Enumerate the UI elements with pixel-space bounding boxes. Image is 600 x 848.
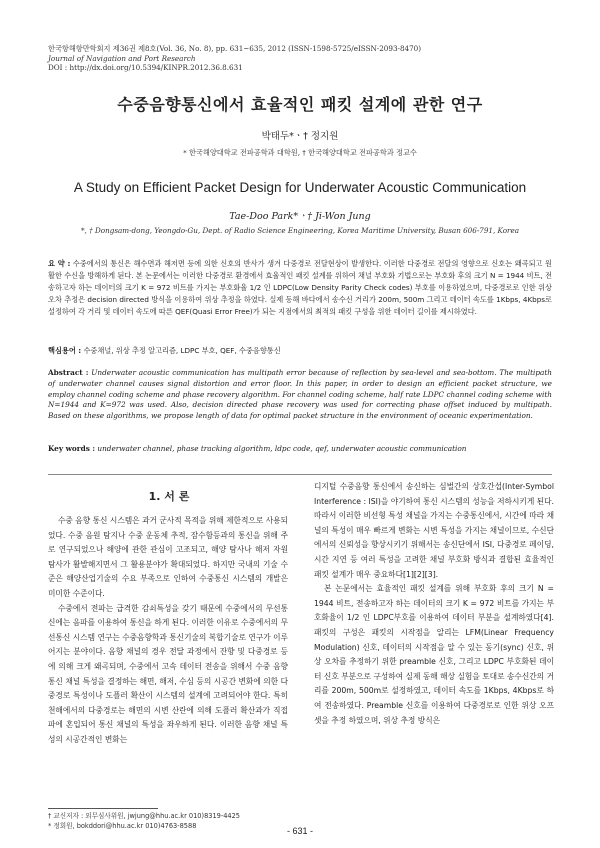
abstract-english xyxy=(48,368,552,422)
keywords-korean-label: 핵심용어 : xyxy=(48,346,82,355)
abstract-korean-text: 수중에서의 통신은 해수면과 해저면 등에 의한 신호의 반사가 생겨 다중경로 전달현상이 발생한다. 이러한 다중경로 전달의 영향으로 신호는 왜곡되고 원활한 수신을 방해하게 된다. 본 논문에서는 이러한 다중경로 환경에서 효율적인 패킷 설계를 위하여 채널 부호화 기법으로는 부호화 후의 크기 N = 1944 비트, 전송하고자 하는 데이터의 크기 K = 972 비트를 가지는 부호화율 1/2 인 LDPC(Low Density Parity Check codes) 부호를 이용하였으며, 다중경로로 인한 위상 오차 추정은 decision directed 방식을 이용하여 위상 추정을 하였다. 실제 동해 바다에서 송수신 거리가 200m, 500m 그리고 데이터 속도를 1Kbps, 4Kbps로 설정하여 각 거리 및 데이터 속도에 따른 QEF(Quasi Error Free)가 되는 지점에서의 최적의 패킷 구성을 위한 데이터 길이를 제시하였다. xyxy=(48,259,552,316)
journal-doi: DOI : http://dx.doi.org/10.5394/KINPR.2012.36.8.631 xyxy=(48,63,243,73)
authors-korean: 박태두*ㆍ† 정지원 xyxy=(261,131,339,142)
body-column-right xyxy=(314,480,554,728)
affiliation-english: *, † Dongsam-dong, Yeongdo-Gu, Dept. of Radio Science Engineering, Korea Maritime University, Busan 606-791, Korea xyxy=(80,226,520,235)
body-column-left xyxy=(48,514,288,748)
journal-name: Journal of Navigation and Port Research xyxy=(48,53,196,63)
body-paragraph: 디지털 수중음향 통신에서 송신하는 심벌간의 상호간섭(Inter-Symbol Interference : ISI)을 야기하여 통신 시스템의 성능을 저하시키게 된다. 따라서 이러한 비선형 특성 채널을 가지는 수중통신에서, 시간에 따라 채널의 특성이 매우 빠르게 변화는 시변 특성을 가지는 채널이므로, 수신단에서의 신뢰성을 향상시키기 위해서는 송신단에서 ISI, 다중경로 페이딩, 시간 지연 등 여러 특성을 고려한 채널 부호화 방식과 결합된 효율적인 패킷 설계가 매우 중요하다[1][2][3]. xyxy=(314,482,554,579)
keywords-english xyxy=(48,444,552,453)
body-paragraph: 수중에서 전파는 급격한 감쇠특성을 갖기 때문에 수중에서의 무선통신에는 음파를 이용하여 통신을 하게 된다. 이러한 이유로 수중에서의 무선통신 시스템 연구는 수중음향학과 통신기술의 복합기술로 연구가 이루어지는 분야이다. 음향 채널의 경우 전달 과정에서 잔향 및 다중경로 등에 의해 크게 왜곡되며, 수중에서 고속 데이터 전송을 위해서 수중 음향 통신 채널 특성을 결정하는 해면, 해저, 수심 등의 시공간 변화에 의한 다중경로 특성이나 도플러 확산이 시스템의 설계에 고려되어야 한다. 특히 천해에서의 다중경로는 해면의 시변 산란에 의해 도플러 확산과가 직접파에 혼입되어 통신 채널의 특성을 좌우하게 된다. 이러한 음향 채널 특성의 시공간적인 변화는 xyxy=(48,603,288,744)
abstract-english-text: Underwater acoustic communication has multipath error because of reflection by sea-level and sea-bottom. The multipath of underwater channel causes signal distortion and error floor. In this paper, in order to design an efficient packet structure, we employ channel coding scheme and phase recovery algorithm. For channel coding scheme, half rate LDPC channel coding scheme with N=1944 and K=972 was used. Also, decision directed phase recovery was used for correcting phase offset induced by multipath. Based on these algorithms, we propose length of data for optimal packet structure in the environment of oceanic experimentation. xyxy=(48,368,552,421)
affiliation-korean: * 한국해양대학교 전파공학과 대학원, † 한국해양대학교 전파공학과 정교수 xyxy=(183,148,417,157)
footnote-member: * 정회원, bokddori@hhu.ac.kr 010)4763-8588 xyxy=(48,821,197,830)
section-title-introduction: 1. 서 론 xyxy=(148,490,190,503)
footnote-corresponding-author: † 교신저자 : 외무심사위원, jwjung@hhu.ac.kr 010)8319-4425 xyxy=(48,812,241,820)
journal-header xyxy=(48,44,421,73)
keywords-korean-text: 수중채널, 위상 추정 알고리즘, LDPC 부호, QEF, 수중음향통신 xyxy=(83,346,281,355)
paper-title-english: A Study on Efficient Packet Design for Underwater Acoustic Communication xyxy=(73,180,527,195)
abstract-korean xyxy=(48,258,552,318)
abstract-korean-label: 요 약 : xyxy=(48,259,71,268)
section-divider xyxy=(48,474,552,475)
paper-title-korean: 수중음향통신에서 효율적인 패킷 설계에 관한 연구 xyxy=(117,95,483,114)
body-paragraph: 수중 음향 통신 시스템은 과거 군사적 목적을 위해 제한적으로 사용되었다. 수중 음원 탐지나 수중 운동체 추적, 잠수함등과의 통신을 위해 주로 연구되었으나 해양에 관한 관심이 고조되고, 해양 탐사나 해저 자원 탐사가 활발해지면서 그 활용분야가 확대되었다. 하지만 국내의 기술 수준은 해양산업기술의 수요 부족으로 인하여 수중통신 시스템의 개발은 미미한 수준이다. xyxy=(48,516,288,598)
keywords-korean xyxy=(48,346,552,356)
body-paragraph: 본 논문에서는 효율적인 패킷 설계를 위해 부호화 후의 크기 N = 1944 비트, 전송하고자 하는 데이터의 크기 K = 972 비트를 가지는 부호화율이 1/2 인 LDPC부호를 이용하여 데이터 부분을 설계하였다[4]. 패킷의 구성은 패킷의 시작점을 알리는 LFM(Linear Frequency Modulation) 신호, 데이터의 시작점을 알 수 있는 동기(sync) 신호, 위상 오차를 추정하기 위한 preamble 신호, 그리고 LDPC 부호화된 데이터 신호 부분으로 구성하여 실제 동해 해상 실험을 토대로 송수신간의 거리를 200m, 500m로 설정하였고, 데이터 속도를 1Kbps, 4Kbps로 하여 전송하였다. Preamble 신호를 이용하여 다중경로로 인한 위상 오프셋을 추정 하였으며, 위상 추정 방식은 xyxy=(314,584,554,725)
keywords-english-text: underwater channel, phase tracking algorithm, ldpc code, qef, underwater acoustic communication xyxy=(97,444,467,453)
footnote-divider xyxy=(48,808,158,809)
authors-english: Tae-Doo Park*ㆍ† Ji-Won Jung xyxy=(229,211,371,222)
journal-citation: 한국항해항만학회지 제36권 제8호(Vol. 36, No. 8), pp. 631~635, 2012 (ISSN-1598-5725/eISSN-2093-8470) xyxy=(48,44,422,53)
abstract-english-label: Abstract : xyxy=(48,368,89,377)
keywords-english-label: Key words : xyxy=(48,444,96,453)
page-number: - 631 - xyxy=(286,826,313,836)
